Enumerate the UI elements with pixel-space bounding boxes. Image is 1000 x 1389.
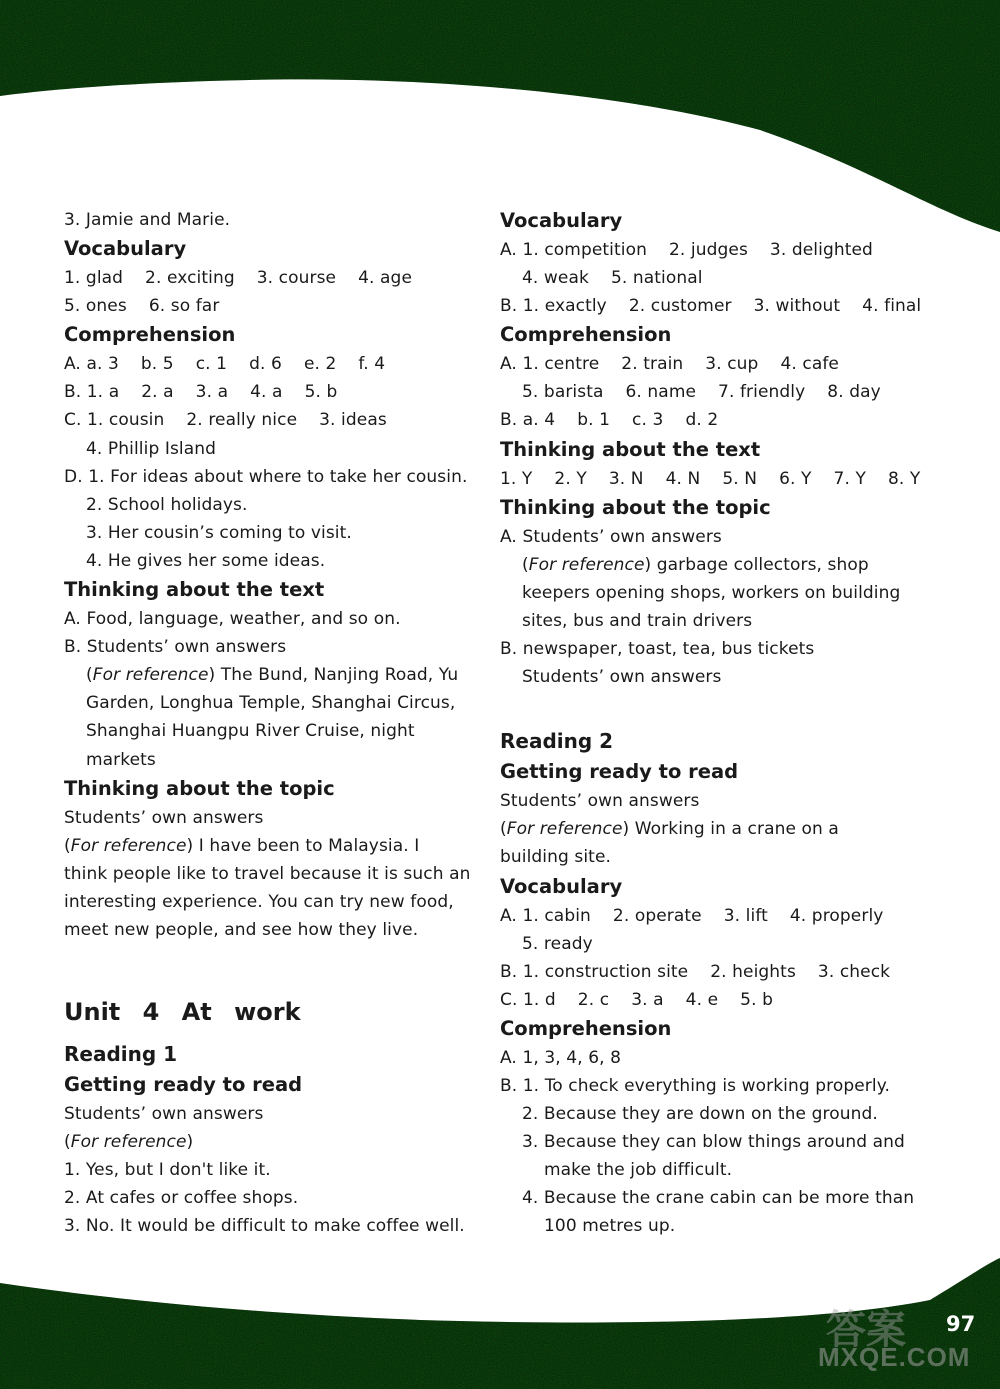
reading-title: Reading 2	[500, 729, 614, 754]
answer-line: A. 1. competition 2. judges 3. delighted	[500, 240, 873, 260]
answer-line: 3. Her cousin’s coming to visit.	[86, 522, 352, 543]
section-heading-thinking-topic: Thinking about the topic	[64, 776, 335, 800]
for-reference-label: For reference	[92, 665, 209, 686]
answer-line: Garden, Longhua Temple, Shanghai Circus,	[86, 693, 456, 714]
top-dark-banner	[0, 0, 1000, 232]
section-heading-vocabulary: Vocabulary	[64, 237, 187, 261]
answer-line: A. 1. centre 2. train 3. cup 4. cafe	[500, 354, 839, 375]
answer-line: C. 1. cousin 2. really nice 3. ideas	[64, 410, 387, 431]
answer-line: Students’ own answers	[522, 667, 722, 688]
section-heading-thinking-topic: Thinking about the topic	[500, 495, 771, 519]
answer-line: meet new people, and see how they live.	[64, 919, 419, 940]
answer-line: 1. Yes, but I don't like it.	[64, 1160, 271, 1181]
watermark-glyphs: 答案	[826, 1307, 906, 1353]
section-heading-getting-ready: Getting ready to read	[64, 1073, 303, 1097]
answer-line: 2. School holidays.	[86, 494, 248, 515]
answer-line: Students’ own answers	[500, 791, 700, 812]
answer-line: B. 1. a 2. a 3. a 4. a 5. b	[64, 382, 338, 403]
left-column	[64, 206, 484, 1241]
answer-line: 100 metres up.	[544, 1216, 676, 1237]
answer-line: Students’ own answers	[64, 807, 264, 828]
section-heading-getting-ready: Getting ready to read	[500, 760, 739, 784]
answer-line: building site.	[500, 847, 612, 868]
answer-line: think people like to travel because it is such an	[64, 863, 471, 884]
answer-line: (For reference) Working in a crane on a	[500, 819, 839, 840]
answer-line: 1. glad 2. exciting 3. course 4. age	[64, 268, 413, 289]
answer-line: markets	[86, 749, 156, 770]
section-heading-vocabulary: Vocabulary	[500, 874, 623, 898]
answer-line: 5. ready	[522, 933, 593, 954]
answer-line: C. 1. d 2. c 3. a 4. e 5. b	[500, 989, 773, 1010]
answer-line: A. Food, language, weather, and so on.	[64, 609, 401, 630]
answer-line: (For reference) The Bund, Nanjing Road, Yu	[86, 665, 459, 686]
answer-line: B. a. 4 b. 1 c. 3 d. 2	[500, 410, 719, 431]
answer-line: D. 1. For ideas about where to take her cousin.	[64, 466, 468, 487]
reading-title: Reading 1	[64, 1042, 178, 1067]
watermark-text: MXQE.COM	[818, 1342, 971, 1372]
answer-line: (For reference) garbage collectors, shop	[522, 554, 869, 575]
answer-line: 2. Because they are down on the ground.	[522, 1104, 878, 1125]
answer-line: interesting experience. You can try new food,	[64, 891, 454, 912]
answer-line: A. Students’ own answers	[500, 526, 722, 547]
answer-line: 4. Phillip Island	[86, 438, 217, 459]
answer-line: Shanghai Huangpu River Cruise, night	[86, 721, 415, 742]
answer-line: 2. At cafes or coffee shops.	[64, 1188, 299, 1209]
answer-line: Students’ own answers	[64, 1104, 264, 1125]
answer-line: A. 1. cabin 2. operate 3. lift 4. properly	[500, 905, 884, 926]
answer-line: (For reference) I have been to Malaysia. I	[64, 835, 420, 856]
answer-line: sites, bus and train drivers	[522, 610, 753, 631]
section-heading-comprehension: Comprehension	[64, 323, 236, 347]
section-heading-comprehension: Comprehension	[500, 1016, 672, 1040]
answer-line: 1. Y 2. Y 3. N 4. N 5. N 6. Y 7. Y 8. Y	[500, 468, 921, 489]
answer-line: make the job difficult.	[544, 1160, 733, 1181]
answer-line: A. a. 3 b. 5 c. 1 d. 6 e. 2 f. 4	[64, 354, 386, 375]
answer-line: 5. ones 6. so far	[64, 296, 220, 317]
answer-line: 3. No. It would be difficult to make coffee well.	[64, 1216, 465, 1237]
section-heading-comprehension: Comprehension	[500, 323, 672, 347]
answer-line: B. newspaper, toast, tea, bus tickets	[500, 639, 815, 660]
page-number: 97	[946, 1312, 976, 1336]
answer-line: 3. Jamie and Marie.	[64, 210, 231, 230]
section-heading-thinking-text: Thinking about the text	[64, 578, 325, 602]
for-reference-label: For reference	[528, 554, 645, 575]
answer-line: 4. weak 5. national	[522, 268, 703, 289]
right-column	[500, 206, 940, 1241]
answer-line: B. Students’ own answers	[64, 637, 287, 658]
section-heading-vocabulary: Vocabulary	[500, 209, 623, 232]
for-reference-label: For reference	[70, 1132, 187, 1153]
answer-line: B. 1. construction site 2. heights 3. check	[500, 961, 891, 982]
answer-line: (For reference)	[64, 1132, 194, 1153]
answer-line: 5. barista 6. name 7. friendly 8. day	[522, 382, 881, 403]
answer-line: B. 1. exactly 2. customer 3. without 4. final	[500, 296, 922, 317]
answer-line: 3. Because they can blow things around and	[522, 1132, 905, 1153]
unit-title: Unit 4 At work	[64, 998, 301, 1027]
for-reference-label: For reference	[70, 835, 187, 856]
answer-line: A. 1, 3, 4, 6, 8	[500, 1047, 622, 1068]
answer-line: B. 1. To check everything is working properly.	[500, 1075, 890, 1096]
for-reference-label: For reference	[506, 819, 623, 840]
section-heading-thinking-text: Thinking about the text	[500, 437, 761, 461]
answer-line: keepers opening shops, workers on building	[522, 582, 901, 603]
spacer	[500, 691, 940, 719]
answer-line: 4. He gives her some ideas.	[86, 550, 326, 571]
answer-line: 4. Because the crane cabin can be more than	[522, 1188, 915, 1209]
